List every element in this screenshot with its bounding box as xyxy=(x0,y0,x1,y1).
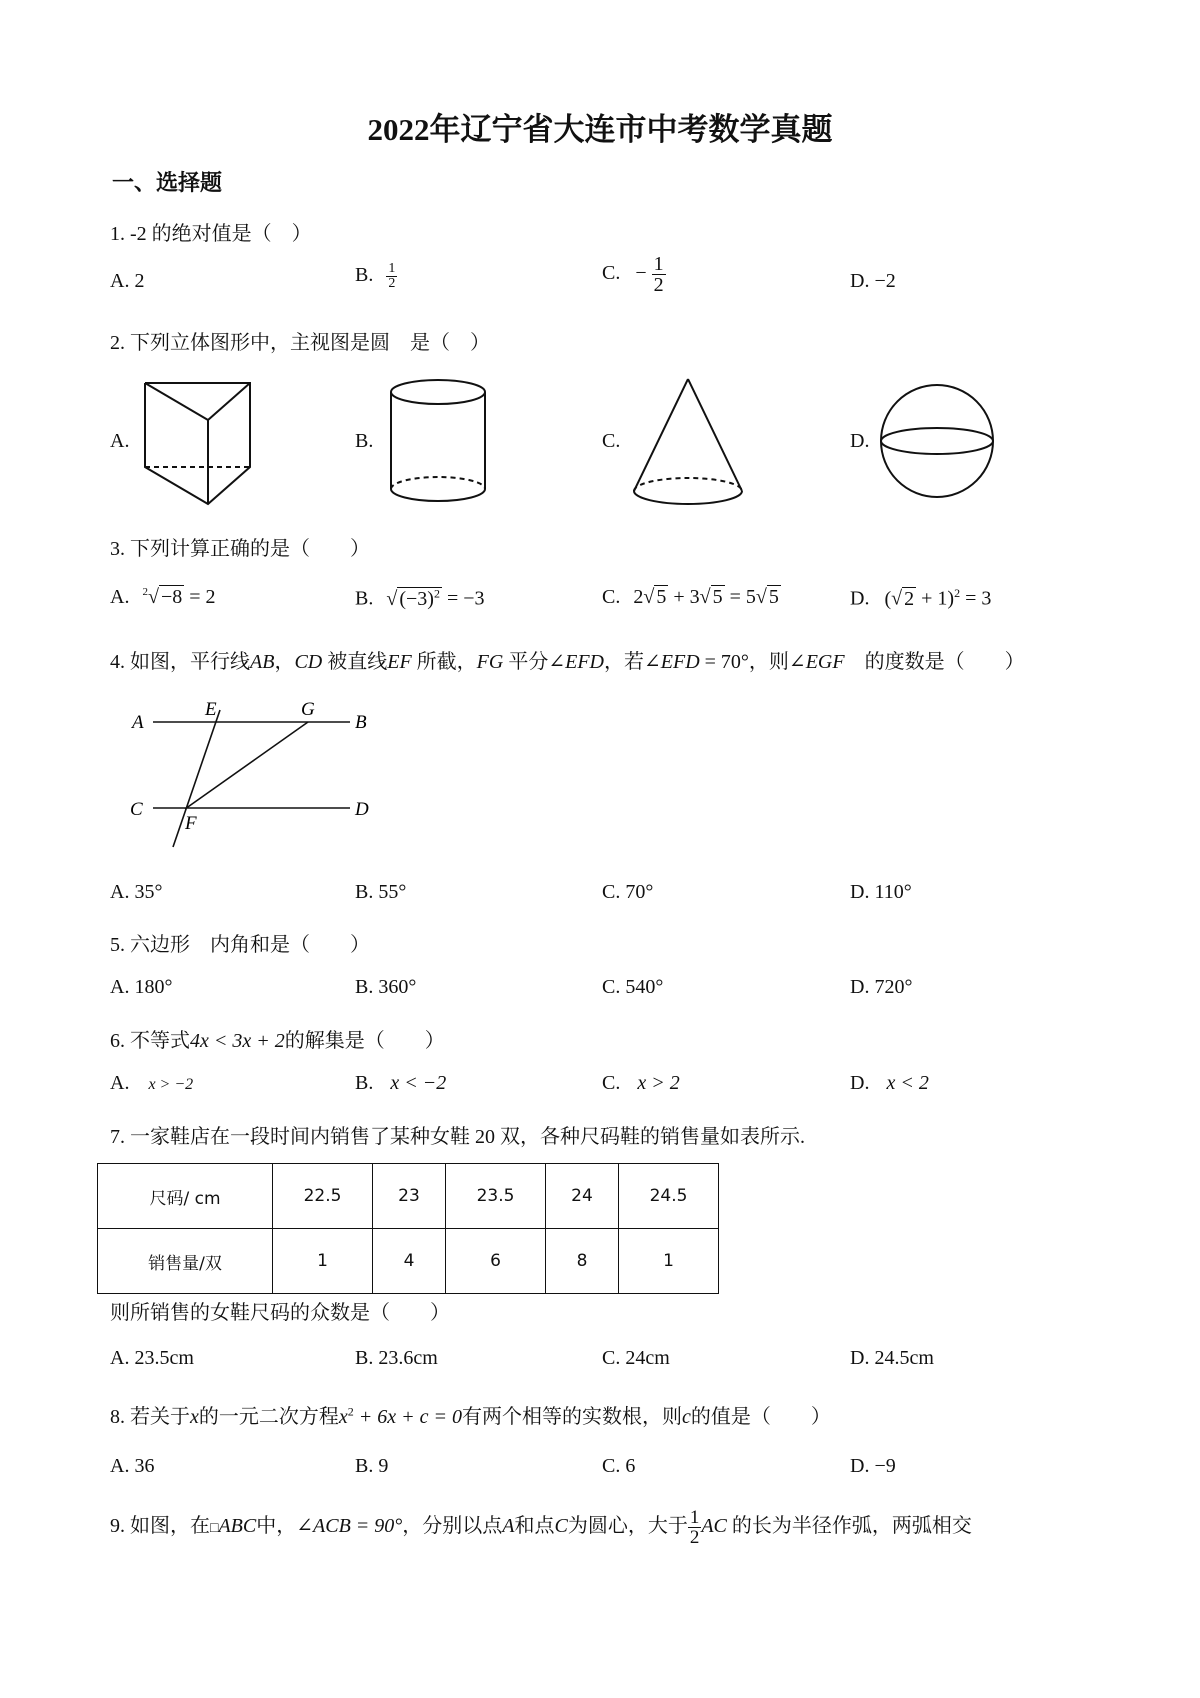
math-var: FG xyxy=(476,651,504,673)
stem-text: 平分∠ xyxy=(508,651,566,673)
coefficient: 2 xyxy=(633,586,644,608)
math-var: EFD xyxy=(660,651,700,673)
q3-option-d xyxy=(850,586,991,611)
q6-option-a xyxy=(110,1072,193,1095)
denominator: 2 xyxy=(388,276,396,291)
q5-option-a: A. 180° xyxy=(110,976,173,998)
point-g-label: G xyxy=(301,699,315,720)
q8-option-a: A. 36 xyxy=(110,1455,155,1477)
option-letter: B. xyxy=(355,587,374,610)
q5-option-d: D. 720° xyxy=(850,976,913,998)
radicand xyxy=(397,587,442,610)
radical-sign: √ xyxy=(643,586,655,608)
radicand-base: (−3) xyxy=(399,587,434,610)
option-letter: A. xyxy=(110,1072,130,1094)
option-math: x > −2 xyxy=(148,1076,194,1093)
q8-option-d: D. −9 xyxy=(850,1455,896,1477)
sphere-figure xyxy=(878,380,998,502)
radical-sign: √ xyxy=(147,586,159,608)
table-header-cell: 尺码/ cm xyxy=(98,1164,273,1229)
q6-option-c xyxy=(602,1072,680,1095)
table-cell: 1 xyxy=(273,1229,373,1294)
numerator: 1 xyxy=(388,261,396,276)
q4-option-a: A. 35° xyxy=(110,881,163,903)
exponent: 2 xyxy=(433,586,440,600)
option-math: x < 2 xyxy=(886,1072,929,1094)
stem-text: 中， xyxy=(256,1515,297,1538)
radicand: 5 xyxy=(712,586,723,608)
stem-text: 被直线 xyxy=(327,651,388,673)
q5-option-b: B. 360° xyxy=(355,976,417,998)
point-f-label: F xyxy=(185,813,197,834)
table-cell: 24.5 xyxy=(619,1164,719,1229)
math-var: c xyxy=(682,1406,691,1428)
q1-option-d: D. −2 xyxy=(850,270,896,292)
point-d-label: D xyxy=(355,799,369,820)
point-a-label: A xyxy=(132,712,144,733)
q8-option-b: B. 9 xyxy=(355,1455,389,1477)
numerator: 1 xyxy=(689,1507,700,1528)
operator: + 3 xyxy=(668,586,700,608)
option-letter: A. xyxy=(110,586,130,608)
math-var: AB xyxy=(250,651,275,673)
q2-option-a: A. xyxy=(110,430,130,452)
fraction xyxy=(386,262,397,291)
stem-text: 为圆心，大于 xyxy=(567,1515,688,1538)
question-9-stem xyxy=(110,1508,972,1547)
q3-option-c xyxy=(602,586,781,609)
table-cell: 4 xyxy=(373,1229,446,1294)
missing-glyph-box: □ xyxy=(210,1521,219,1537)
stem-text: 4. 如图，平行线 xyxy=(110,651,250,673)
question-7-stem: 7. 一家鞋店在一段时间内销售了某种女鞋 20 双，各种尺码鞋的销售量如表所示. xyxy=(110,1126,805,1148)
triangular-prism-figure xyxy=(140,378,260,508)
q3-option-a xyxy=(110,586,216,609)
stem-text: 9. 如图，在 xyxy=(110,1515,210,1538)
table-cell: 6 xyxy=(446,1229,546,1294)
stem-text: 和点 xyxy=(514,1515,555,1538)
math-var: x xyxy=(338,1406,348,1428)
q6-option-d xyxy=(850,1072,929,1095)
q3-option-b xyxy=(355,586,485,611)
q4-parallel-lines-figure xyxy=(125,695,385,850)
math-var: A xyxy=(502,1515,515,1538)
q7-option-a: A. 23.5cm xyxy=(110,1347,194,1369)
inequality: 4x < 3x + 2 xyxy=(190,1030,285,1052)
fraction xyxy=(688,1508,702,1547)
radical-sign: √ xyxy=(891,587,903,610)
q1-option-a: A. 2 xyxy=(110,270,145,292)
math-var: CD xyxy=(294,651,323,673)
stem-text: ，若∠ xyxy=(604,651,661,673)
radicand: −8 xyxy=(160,586,183,608)
fraction xyxy=(652,254,666,295)
point-c-label: C xyxy=(130,799,143,820)
q4-option-d: D. 110° xyxy=(850,881,912,903)
section-heading: 一、选择题 xyxy=(112,170,223,195)
q4-option-b: B. 55° xyxy=(355,881,407,903)
stem-text: 的长为半径作弧，两弧相交 xyxy=(731,1515,972,1538)
option-math: x > 2 xyxy=(637,1072,680,1094)
math-var: EF xyxy=(387,651,412,673)
stem-text: 6. 不等式 xyxy=(110,1030,190,1052)
stem-text: ， xyxy=(274,651,295,673)
q6-option-b xyxy=(355,1072,446,1095)
q7-option-d: D. 24.5cm xyxy=(850,1347,934,1369)
math-var: AC xyxy=(701,1515,727,1538)
cylinder-figure xyxy=(385,376,495,506)
table-cell: 23 xyxy=(373,1164,446,1229)
radicand: 5 xyxy=(768,586,779,608)
option-letter: B. xyxy=(355,1072,374,1094)
equation-rest: + 6x + c = 0 xyxy=(353,1406,463,1428)
q8-option-c: C. 6 xyxy=(602,1455,636,1477)
question-2-stem: 2. 下列立体图形中，主视图是圆 是（ ） xyxy=(110,332,490,354)
q1-option-c xyxy=(602,254,666,295)
option-letter: C. xyxy=(602,586,621,608)
denominator: 2 xyxy=(689,1527,700,1548)
stem-text: 的一元二次方程 xyxy=(198,1406,339,1428)
q4-option-c: C. 70° xyxy=(602,881,654,903)
equation-rest: = −3 xyxy=(441,587,485,610)
question-3-stem: 3. 下列计算正确的是（ ） xyxy=(110,538,370,560)
option-math: x < −2 xyxy=(390,1072,447,1094)
exponent: 2 xyxy=(347,1404,354,1419)
cone-figure xyxy=(628,376,748,512)
table-cell: 8 xyxy=(546,1229,619,1294)
point-b-label: B xyxy=(355,712,367,733)
table-header-cell: 销售量/双 xyxy=(98,1229,273,1294)
numerator: 1 xyxy=(653,253,664,275)
stem-text: 有两个相等的实数根，则 xyxy=(462,1406,683,1428)
option-letter: C. xyxy=(602,262,621,285)
equation-rest: = 3 xyxy=(960,587,992,610)
option-letter: C. xyxy=(602,1072,621,1094)
radicand: 2 xyxy=(904,587,915,610)
q7-option-c: C. 24cm xyxy=(602,1347,670,1369)
stem-text: ，分别以点 xyxy=(402,1515,503,1538)
exponent: 2 xyxy=(954,586,961,600)
stem-text: 8. 若关于 xyxy=(110,1406,190,1428)
radical-sign: √ xyxy=(386,587,398,610)
shoe-size-table xyxy=(97,1163,719,1294)
stem-text: 的值是（ ） xyxy=(690,1406,831,1428)
question-6-stem xyxy=(110,1024,445,1053)
option-letter: D. xyxy=(850,1072,870,1094)
math-var: x xyxy=(190,1406,199,1428)
page-title: 2022年辽宁省大连市中考数学真题 xyxy=(367,112,833,147)
math-var: EFD xyxy=(565,651,604,673)
q2-option-b: B. xyxy=(355,430,374,452)
q1-option-b xyxy=(355,262,397,291)
table-cell: 24 xyxy=(546,1164,619,1229)
point-e-label: E xyxy=(205,699,217,720)
paren: ( xyxy=(884,587,892,610)
math-var: C xyxy=(554,1515,568,1538)
root-index: 2 xyxy=(142,586,148,599)
table-row xyxy=(98,1164,719,1229)
minus-sign: − xyxy=(635,262,647,285)
option-letter: D. xyxy=(850,587,870,610)
math-expr: ∠ACB = 90° xyxy=(296,1515,403,1538)
stem-text: = 70°，则∠ xyxy=(699,651,806,673)
radical-sign: √ xyxy=(699,586,711,608)
q2-option-c: C. xyxy=(602,430,621,452)
math-var: ABC xyxy=(218,1515,257,1538)
radicand: 5 xyxy=(656,586,667,608)
equation-rest: = 2 xyxy=(184,586,216,608)
question-7-follow: 则所销售的女鞋尺码的众数是（ ） xyxy=(110,1302,450,1324)
table-cell: 22.5 xyxy=(273,1164,373,1229)
q7-option-b: B. 23.6cm xyxy=(355,1347,438,1369)
question-8-stem xyxy=(110,1400,831,1429)
table-cell: 1 xyxy=(619,1229,719,1294)
q2-option-d: D. xyxy=(850,430,870,452)
question-1-stem: 1. -2 的绝对值是（ ） xyxy=(110,223,312,245)
radical-sign: √ xyxy=(755,586,767,608)
stem-text: 的解集是（ ） xyxy=(284,1030,445,1052)
table-row xyxy=(98,1229,719,1294)
denominator: 2 xyxy=(653,274,664,296)
stem-text: 的度数是（ ） xyxy=(844,651,1025,673)
option-letter: B. xyxy=(355,264,374,287)
stem-text: 所截， xyxy=(416,651,477,673)
operator: = 5 xyxy=(724,586,756,608)
question-5-stem: 5. 六边形 内角和是（ ） xyxy=(110,934,370,956)
q5-option-c: C. 540° xyxy=(602,976,664,998)
table-cell: 23.5 xyxy=(446,1164,546,1229)
question-4-stem xyxy=(110,645,1025,674)
operator: + 1) xyxy=(916,587,955,610)
math-var: EGF xyxy=(805,651,845,673)
